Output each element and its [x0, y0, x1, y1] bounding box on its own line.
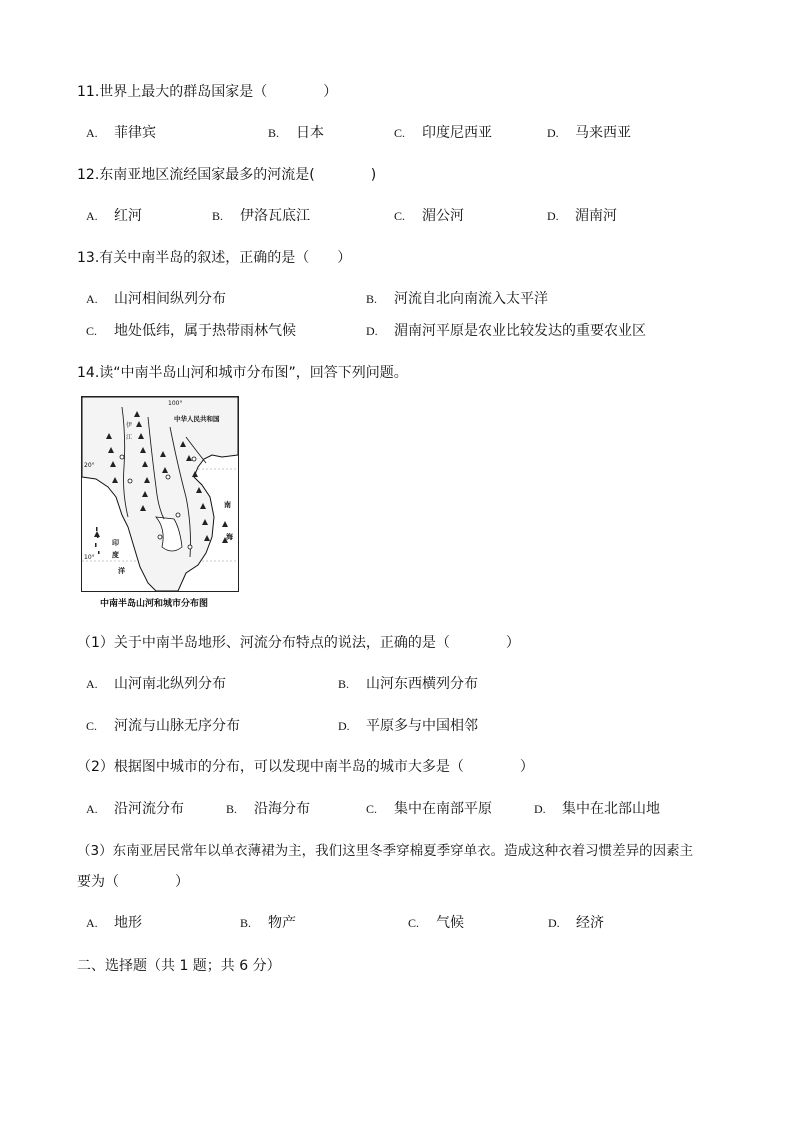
label-south-sea-1: 南	[224, 501, 231, 509]
option-text: 马来西亚	[575, 125, 631, 141]
option-letter: D.	[547, 126, 559, 140]
q14-sub3-stem-line1: （3）东南亚居民常年以单衣薄裙为主，我们这里冬季穿棉夏季穿单衣。造成这种衣着习惯差异的因素主	[77, 843, 694, 859]
option-letter: B.	[212, 209, 224, 223]
option-letter: A.	[86, 209, 98, 223]
option-letter: B.	[240, 916, 252, 930]
option-text: 沿海分布	[254, 801, 310, 817]
option-text: 日本	[296, 125, 324, 141]
option-letter: D.	[534, 802, 546, 816]
q11-option-a[interactable]	[86, 124, 156, 142]
q13-option-b[interactable]	[366, 290, 548, 308]
option-letter: D.	[338, 719, 350, 733]
label-indian-ocean-2: 度	[112, 551, 119, 559]
q14-sub2-option-c[interactable]	[366, 800, 492, 818]
q11-option-d[interactable]	[547, 124, 631, 142]
q11-option-c[interactable]	[394, 124, 492, 142]
option-text: 河流自北向南流入太平洋	[394, 291, 548, 307]
q14-sub3-option-a[interactable]	[86, 914, 142, 932]
option-text: 湄南河	[575, 208, 617, 224]
q14-sub2-option-a[interactable]	[86, 800, 184, 818]
option-letter: D.	[548, 916, 560, 930]
q14-sub1-option-a[interactable]	[86, 675, 226, 693]
option-text: 山河相间纵列分布	[114, 291, 226, 307]
option-letter: A.	[86, 677, 98, 691]
option-text: 印度尼西亚	[422, 125, 492, 141]
q12-option-d[interactable]	[547, 207, 617, 225]
q11-stem: 11.世界上最大的群岛国家是（ ）	[77, 84, 338, 100]
q13-option-a[interactable]	[86, 290, 226, 308]
option-letter: B.	[226, 802, 238, 816]
q13-option-c[interactable]	[86, 322, 296, 340]
option-text: 湄公河	[422, 208, 464, 224]
q14-sub1-option-c[interactable]	[86, 717, 240, 735]
option-text: 气候	[436, 915, 464, 931]
map-figure	[82, 397, 238, 591]
option-text: 伊洛瓦底江	[240, 208, 310, 224]
q14-sub1-option-b[interactable]	[338, 675, 478, 693]
q13-stem: 13.有关中南半岛的叙述，正确的是（ ）	[77, 250, 352, 266]
option-text: 集中在南部平原	[394, 801, 492, 817]
option-text: 地形	[114, 915, 142, 931]
q14-sub2-stem: （2）根据图中城市的分布，可以发现中南半岛的城市大多是（ ）	[77, 759, 534, 775]
option-letter: B.	[366, 292, 378, 306]
option-letter: A.	[86, 292, 98, 306]
q14-sub1-option-d[interactable]	[338, 717, 478, 735]
label-20: 20°	[84, 462, 95, 469]
q14-sub3-option-b[interactable]	[240, 914, 296, 932]
label-river-2: 江	[126, 434, 133, 441]
option-letter: C.	[408, 916, 420, 930]
label-south-sea-2: 海	[226, 533, 233, 541]
label-china: 中华人民共和国	[174, 415, 220, 423]
label-100: 100°	[168, 400, 183, 407]
option-text: 湄南河平原是农业比较发达的重要农业区	[394, 323, 646, 339]
option-letter: C.	[86, 324, 98, 338]
q11-option-b[interactable]	[268, 124, 324, 142]
q14-sub3-option-d[interactable]	[548, 914, 604, 932]
option-letter: C.	[366, 802, 378, 816]
option-text: 菲律宾	[114, 125, 156, 141]
option-text: 地处低纬，属于热带雨林气候	[114, 323, 296, 339]
q14-sub2-option-b[interactable]	[226, 800, 310, 818]
option-text: 集中在北部山地	[562, 801, 660, 817]
label-10: 10°	[84, 554, 95, 561]
option-letter: D.	[547, 209, 559, 223]
option-text: 平原多与中国相邻	[366, 718, 478, 734]
option-text: 红河	[114, 208, 142, 224]
q12-option-b[interactable]	[212, 207, 310, 225]
option-text: 沿河流分布	[114, 801, 184, 817]
q14-sub1-stem: （1）关于中南半岛地形、河流分布特点的说法，正确的是（ ）	[77, 635, 520, 651]
map-caption: 中南半岛山河和城市分布图	[100, 599, 209, 609]
option-letter: D.	[366, 324, 378, 338]
option-text: 经济	[576, 915, 604, 931]
q13-option-d[interactable]	[366, 322, 646, 340]
landmass	[82, 397, 238, 591]
option-letter: B.	[338, 677, 350, 691]
option-letter: C.	[394, 209, 406, 223]
option-letter: A.	[86, 916, 98, 930]
option-text: 河流与山脉无序分布	[114, 718, 240, 734]
section2-heading: 二、选择题（共 1 题；共 6 分）	[77, 958, 281, 974]
option-text: 山河南北纵列分布	[114, 676, 226, 692]
option-letter: B.	[268, 126, 280, 140]
andaman-islands	[95, 527, 100, 554]
q12-stem: 12.东南亚地区流经国家最多的河流是( )	[77, 167, 377, 183]
label-indian-ocean-1: 印	[112, 539, 119, 547]
q14-sub3-option-c[interactable]	[408, 914, 464, 932]
indochina-map	[81, 396, 239, 592]
option-letter: A.	[86, 802, 98, 816]
q14-stem: 14.读“中南半岛山河和城市分布图”，回答下列问题。	[77, 365, 408, 381]
q14-sub3-stem-line2: 要为（ ）	[77, 874, 189, 890]
option-letter: C.	[86, 719, 98, 733]
label-river-1: 伊	[126, 422, 133, 429]
label-indian-ocean-3: 洋	[118, 567, 125, 575]
q12-option-a[interactable]	[86, 207, 142, 225]
option-letter: A.	[86, 126, 98, 140]
option-text: 山河东西横列分布	[366, 676, 478, 692]
option-letter: C.	[394, 126, 406, 140]
q14-sub2-option-d[interactable]	[534, 800, 660, 818]
q12-option-c[interactable]	[394, 207, 464, 225]
option-text: 物产	[268, 915, 296, 931]
